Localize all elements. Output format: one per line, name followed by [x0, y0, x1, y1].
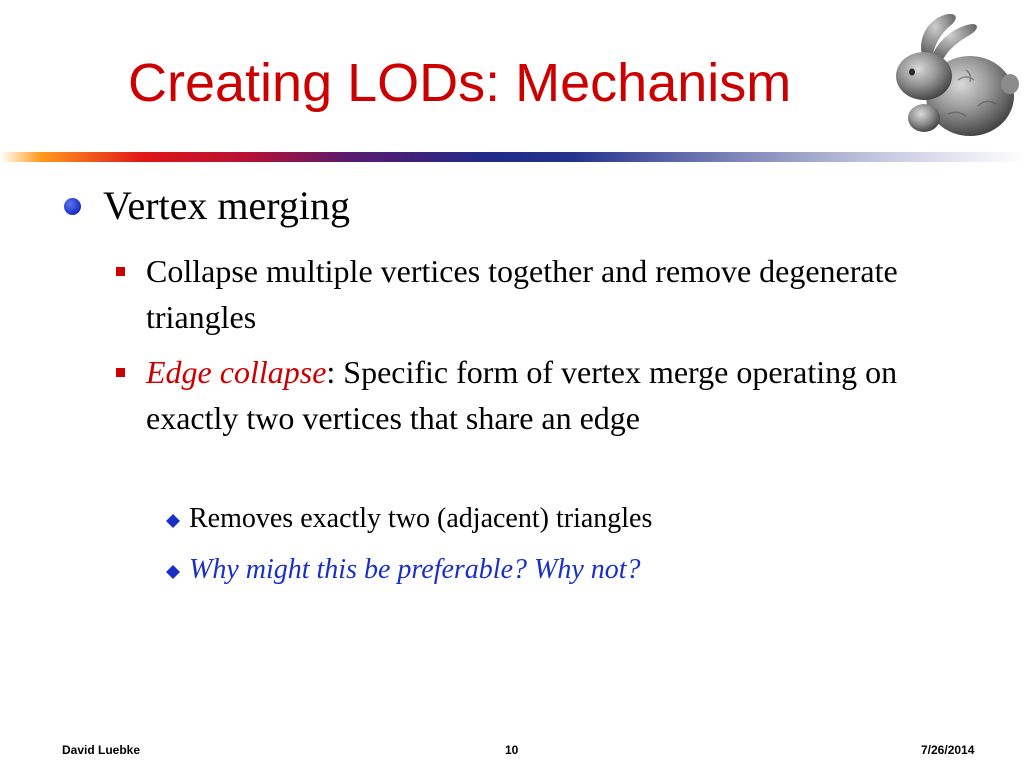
- sub-sub-bullet-text: Removes exactly two (adjacent) triangles: [189, 503, 653, 534]
- sub-sub-bullet-text: Why might this be preferable? Why not?: [189, 554, 641, 585]
- footer-date: 7/26/2014: [921, 743, 975, 757]
- footer-page-number: 10: [505, 743, 519, 757]
- red-square-bullet-icon: [116, 368, 125, 377]
- bullet-text: Vertex merging: [103, 183, 350, 228]
- blue-diamond-bullet-icon: [166, 565, 180, 579]
- footer-author: David Luebke: [62, 743, 141, 757]
- sub-bullet-edge-collapse: [116, 349, 906, 441]
- edge-collapse-term: Edge collapse: [146, 354, 327, 390]
- slide-title: Creating LODs: Mechanism: [128, 53, 792, 113]
- sub-bullet-text: Collapse multiple vertices together and remove degenerate triangles: [146, 253, 898, 335]
- blue-circle-bullet-icon: [64, 198, 81, 215]
- sub-bullet-text: [146, 349, 906, 441]
- blue-diamond-bullet-icon: [166, 514, 180, 528]
- title-divider: [0, 152, 1024, 162]
- sub-sub-bullet-removes: [166, 500, 926, 538]
- stanford-bunny-icon: [888, 10, 1020, 144]
- red-square-bullet-icon: [116, 267, 125, 276]
- sub-sub-bullet-question: [166, 551, 926, 589]
- sub-bullet-collapse: [116, 248, 906, 340]
- edge-collapse-description: : Specific form of vertex merge operating on exactly two vertices that share an edge: [146, 354, 898, 436]
- bullet-vertex-merging: [60, 182, 980, 230]
